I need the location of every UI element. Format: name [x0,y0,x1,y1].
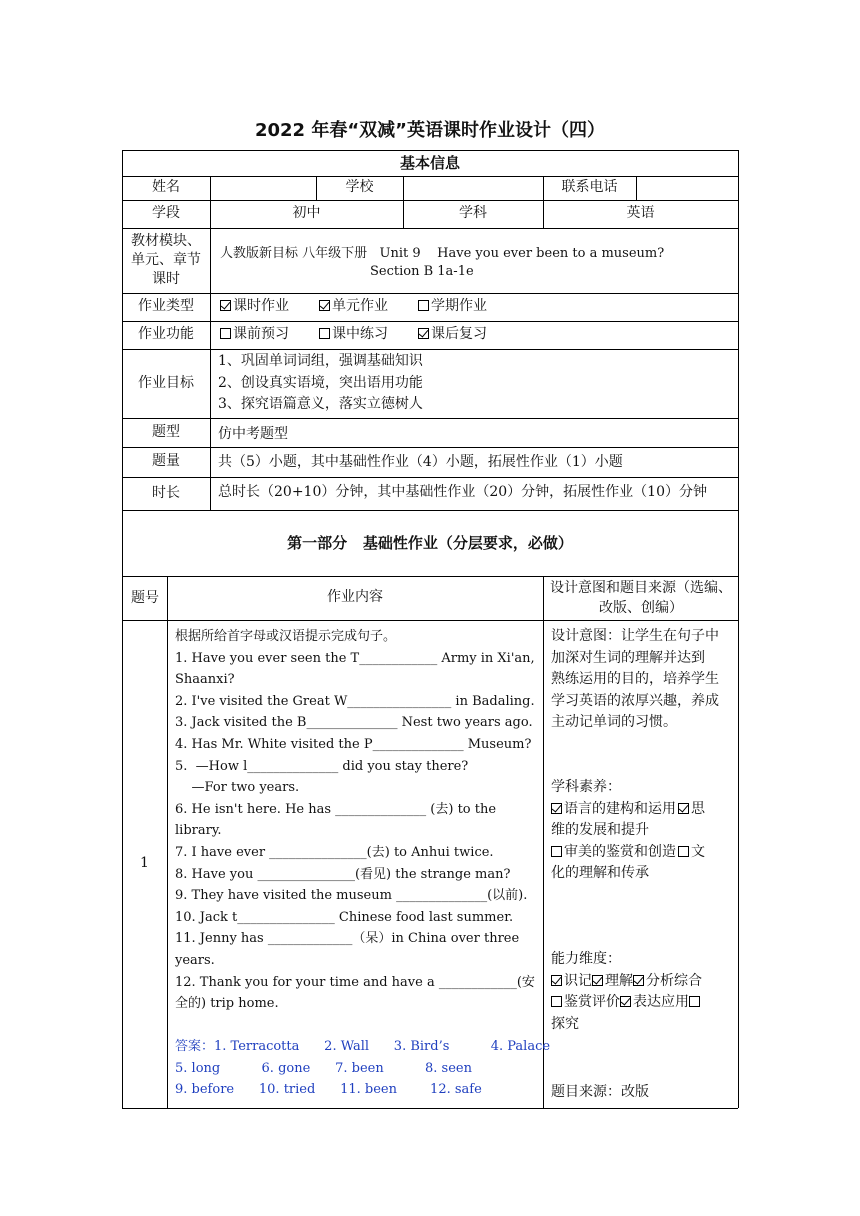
checkbox-checked-icon [678,803,689,814]
goal-item: 3、探究语篇意义，落实立德树人 [218,396,423,413]
literacy-options: 语言的建构和运用 思 维的发展和提升 审美的鉴赏和创造 文 化的理解和传承 [551,800,705,882]
school-label: 学校 [345,179,374,196]
answer-line: 答案：1. Terracotta 2. Wall 3. Bird’s 4. Palace [175,1039,551,1055]
question-line: 10. Jack t_______________ Chinese food last summer. [175,909,514,925]
function-options [210,321,738,349]
function-option-preview[interactable]: 课前预习 [220,325,289,345]
checkbox-empty-icon [551,846,562,857]
question-source: 题目来源：改版 [551,1084,649,1100]
question-line: 8. Have you _______________(看见) the strange man? [175,866,511,882]
ability-label: 能力维度： [551,950,621,967]
qcount-label: 题量 [152,453,180,470]
phone-field[interactable] [637,177,737,199]
question-line: 5. —How l______________ did you stay there? [175,758,469,774]
checkbox-checked-icon [319,300,330,311]
type-options [210,293,738,321]
question-number: 1 [140,855,149,872]
answer-line: 5. long 6. gone 7. been 8. seen [175,1060,472,1076]
module-line2: Section B 1a-1e [370,264,474,279]
function-label: 作业功能 [138,326,194,343]
col-design: 设计意图和题目来源（选编、改版、创编） [550,580,732,616]
design-column [551,626,735,1100]
checkbox-empty-icon [220,328,231,339]
basic-info-header: 基本信息 [399,153,460,172]
subject-value: 英语 [626,205,655,222]
qtype-value: 仿中考题型 [218,426,288,442]
phone-label: 联系电话 [561,179,618,196]
question-line: 6. He isn't here. He has ______________ (去) to the [175,801,497,817]
checkbox-checked-icon [633,975,644,986]
checkbox-empty-icon [418,300,429,311]
checkbox-empty-icon [319,328,330,339]
checkbox-checked-icon [620,996,631,1007]
checkbox-empty-icon [678,846,689,857]
module-value [210,228,738,293]
checkbox-checked-icon [592,975,603,986]
answer-line: 9. before 10. tried 11. been 12. safe [175,1082,482,1098]
question-line: 4. Has Mr. White visited the P______________ Museum? [175,736,532,752]
checkbox-empty-icon [551,996,562,1007]
col-content: 作业内容 [327,589,383,606]
stage-value: 初中 [292,205,321,222]
question-line: 全的) trip home. [175,996,279,1012]
question-line: Shaanxi? [175,672,235,688]
page-title: 2022 年春“双减”英语课时作业设计（四） [254,120,606,141]
function-option-review[interactable]: 课后复习 [418,325,487,345]
question-line: 2. I've visited the Great W________________ in Badaling. [175,693,535,709]
question-line: 11. Jenny has _____________（呆）in China over three [175,931,520,947]
module-label: 教材模块、单元、章节课时 [131,233,201,287]
literacy-label: 学科素养： [551,778,621,795]
question-line: 9. They have visited the museum ______________(以前). [175,888,528,904]
question-line: 12. Thank you for your time and have a ____________(安 [175,974,535,990]
col-question-no: 题号 [131,590,159,606]
function-option-practice[interactable]: 课中练习 [319,325,388,345]
checkbox-empty-icon [689,996,700,1007]
module-line1: 人教版新目标 八年级下册 Unit 9 Have you ever been to a museum? [220,246,665,261]
question-line: 7. I have ever _______________(去) to Anhui twice. [175,844,494,860]
part1-header: 第一部分 基础性作业（分层要求，必做） [287,533,573,552]
type-option-term[interactable]: 学期作业 [418,297,487,317]
subject-label: 学科 [459,205,487,222]
type-option-lesson[interactable]: 课时作业 [220,297,289,317]
question-line: 3. Jack visited the B______________ Nest two years ago. [175,715,533,731]
name-field[interactable] [211,177,315,199]
question-line: 1. Have you ever seen the T____________ Army in Xi'an, [175,650,535,666]
ability-options: 识记 理解 分析综合 鉴赏评价 表达应用 探究 [551,972,702,1032]
goal-item: 1、巩固单词词组，强调基础知识 [218,353,423,369]
duration-value: 总时长（20+10）分钟，其中基础性作业（20）分钟，拓展性作业（10）分钟 [218,484,707,500]
checkbox-checked-icon [220,300,231,311]
design-intent: 设计意图：让学生在句子中 加深对生词的理解并达到 熟练运用的目的，培养学生 学习英语的浓厚兴趣，养成 主动记单词的习惯。 [551,628,719,731]
question-line: library. [175,823,222,839]
type-label: 作业类型 [138,298,194,315]
goal-list [218,351,733,416]
goal-label: 作业目标 [138,374,194,391]
checkbox-checked-icon [418,328,429,339]
question-line: years. [175,952,215,968]
qtype-label: 题型 [152,423,180,440]
question-content [175,626,551,1101]
duration-label: 时长 [152,484,180,501]
instruction: 根据所给首字母或汉语提示完成句子。 [175,629,397,644]
question-line: —For two years. [175,780,300,796]
name-label: 姓名 [152,179,180,196]
qcount-value: 共（5）小题，其中基础性作业（4）小题，拓展性作业（1）小题 [218,454,623,470]
type-option-unit[interactable]: 单元作业 [319,297,388,317]
goal-item: 2、创设真实语境，突出语用功能 [218,374,423,391]
checkbox-checked-icon [551,803,562,814]
school-field[interactable] [404,177,542,199]
checkbox-checked-icon [551,975,562,986]
stage-label: 学段 [152,205,180,222]
